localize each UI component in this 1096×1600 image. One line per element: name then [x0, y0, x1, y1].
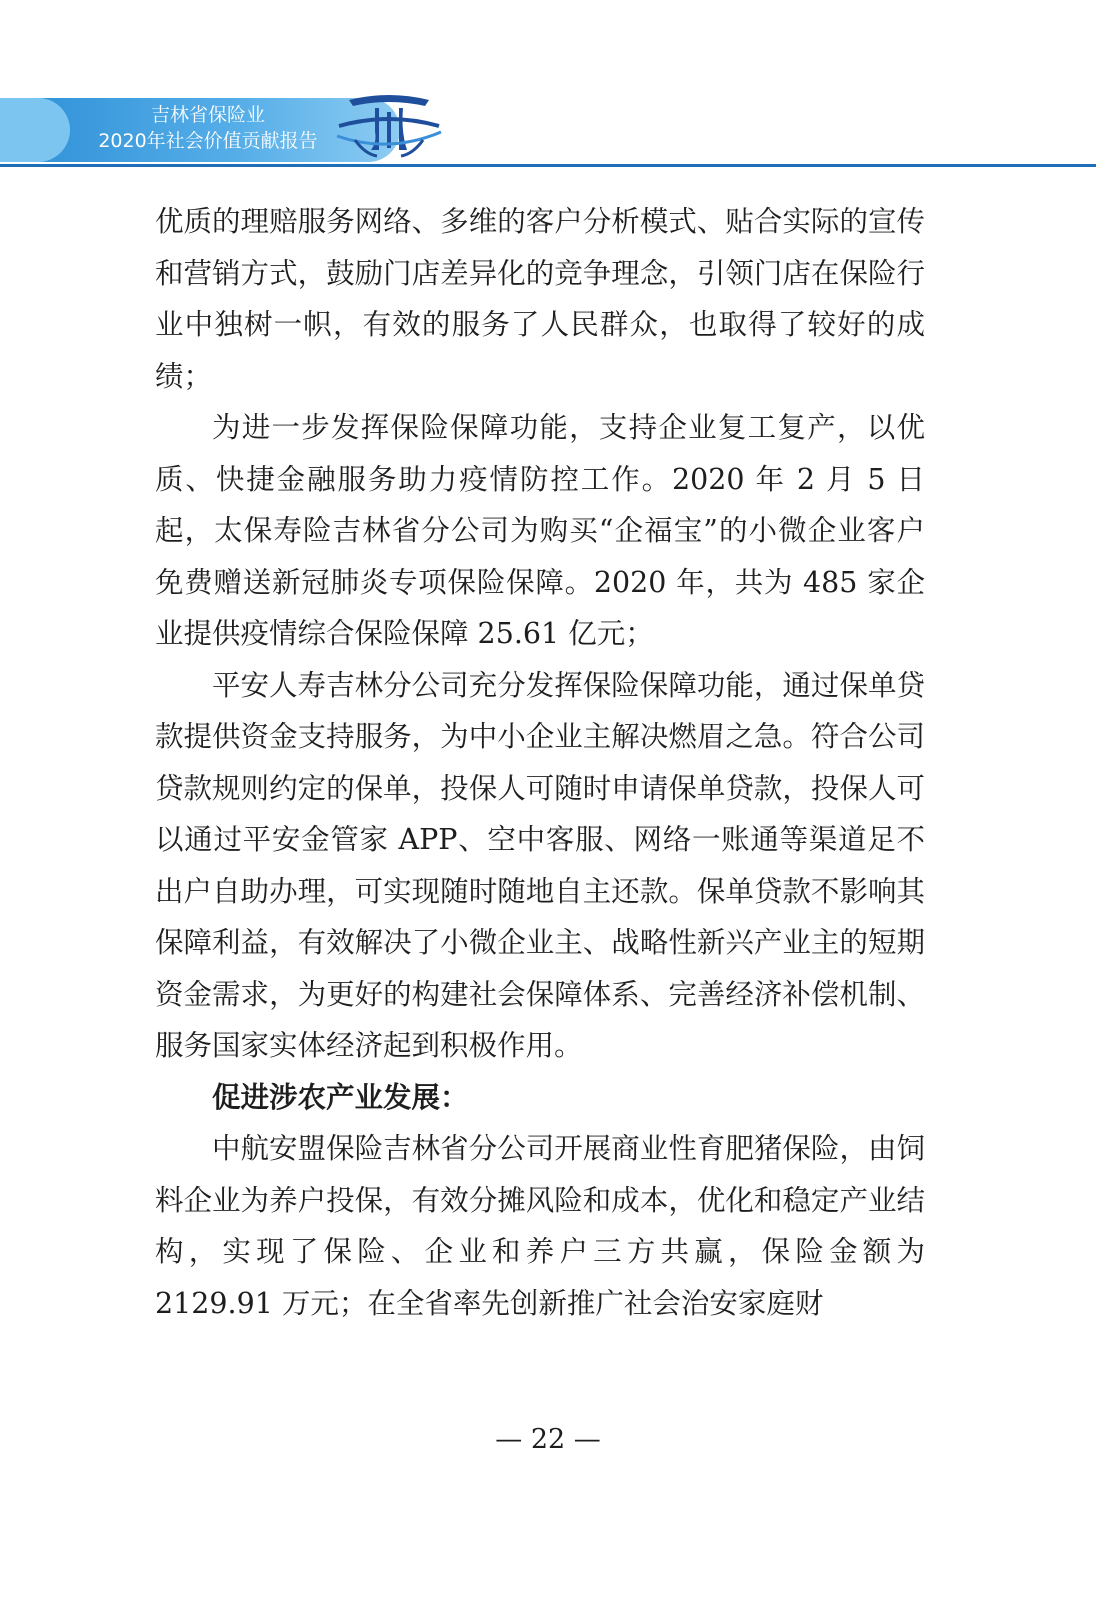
article-body [155, 196, 925, 1329]
paragraph-claims-network: 优质的理赔服务网络、多维的客户分析模式、贴合实际的宣传和营销方式，鼓励门店差异化的竞争理念，引领门店在保险行业中独树一帜，有效的服务了人民群众，也取得了较好的成绩； [155, 205, 925, 393]
report-header [0, 98, 1096, 170]
paragraph-ping-an-policy-loan: 平安人寿吉林分公司充分发挥保险保障功能，通过保单贷款提供资金支持服务，为中小企业主解决燃眉之急。符合公司贷款规则约定的保单，投保人可随时申请保单贷款，投保人可以通过平安金管家 APP、空中客服、网络一账通等渠道足不出户自助办理，可实现随时随地自主还款。保单贷款不影响其保障利益，有效解决了小微企业主、战略性新兴产业主的短期资金需求，为更好的构建社会保障体系、完善经济补偿机制、服务国家实体经济起到积极作用。 [155, 668, 925, 1062]
header-title [78, 102, 338, 154]
header-title-line2: 2020年社会价值贡献报告 [98, 130, 318, 152]
insurance-association-logo-icon [335, 92, 443, 164]
header-rule [0, 164, 1096, 167]
paragraph-avic-groupama: 中航安盟保险吉林省分公司开展商业性育肥猪保险，由饲料企业为养户投保，有效分摊风险和成本，优化和稳定产业结构，实现了保险、企业和养户三方共赢，保险金额为 2129.91 万元；在全省率先创新推广社会治安家庭财 [155, 1132, 925, 1320]
section-heading-agriculture: 促进涉农产业发展： [212, 1079, 469, 1114]
page-number: — 22 — [495, 1424, 601, 1455]
header-title-line1: 吉林省保险业 [150, 104, 265, 126]
paragraph-pacific-life: 为进一步发挥保险保障功能，支持企业复工复产，以优质、快捷金融服务助力疫情防控工作。2020 年 2 月 5 日起，太保寿险吉林省分公司为购买“企福宝”的小微企业客户免费赠送新冠肺炎专项保险保障。2020 年，共为 485 家企业提供疫情综合保险保障 25.61 亿元； [155, 411, 925, 650]
